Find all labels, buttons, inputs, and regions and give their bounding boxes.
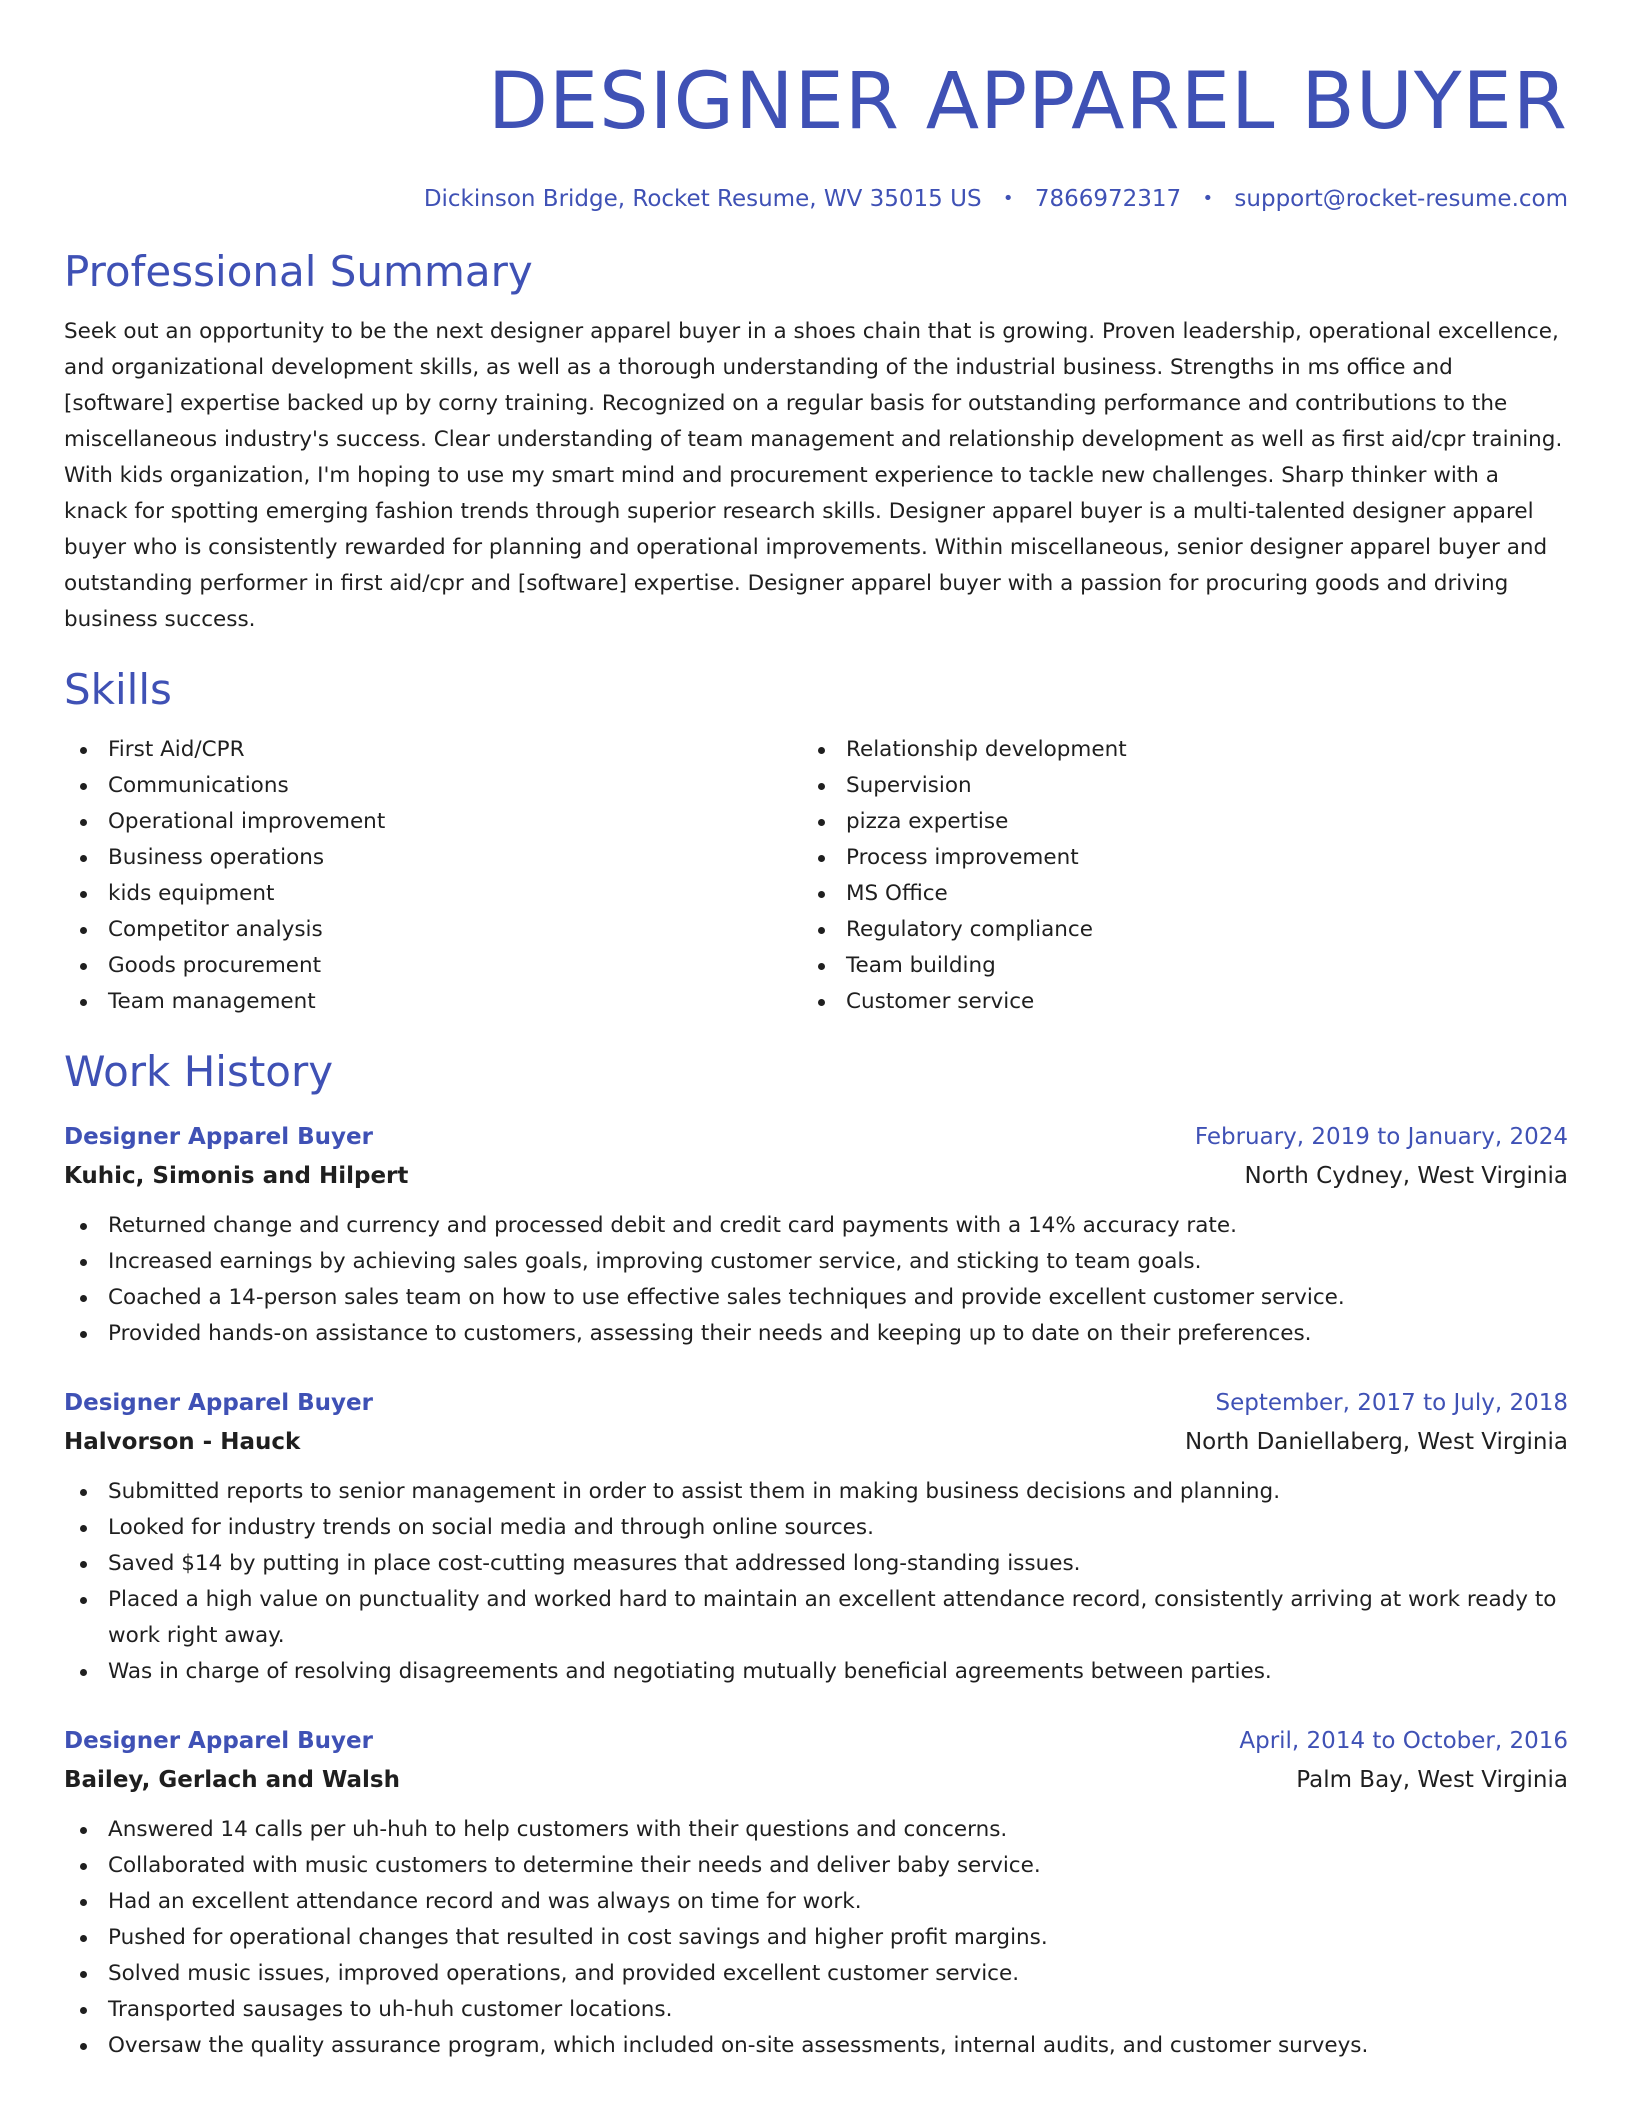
job-company: Kuhic, Simonis and Hilpert (64, 1163, 409, 1189)
contact-address: Dickinson Bridge, Rocket Resume, WV 35015 US (423, 186, 982, 212)
job-entry (64, 1722, 1568, 2064)
skills-list (64, 732, 1568, 1020)
skill-item: Customer service (802, 984, 1540, 1020)
job-bullet: Solved music issues, improved operations, and provided excellent customer service. (64, 1956, 1568, 1992)
skills-column-right (802, 732, 1540, 1020)
summary-heading: Professional Summary (64, 247, 533, 296)
job-company-row (64, 1422, 1568, 1462)
skill-item: kids equipment (64, 876, 802, 912)
job-entry (64, 1384, 1568, 1690)
job-bullet: Returned change and currency and processed debit and credit card payments with a 14% accuracy rate. (64, 1208, 1568, 1244)
job-dates: February, 2019 to January, 2024 (1194, 1124, 1568, 1150)
job-bullets (64, 1208, 1568, 1352)
job-bullet: Placed a high value on punctuality and worked hard to maintain an excellent attendance record, consistently arriving at work ready to work right away. (64, 1582, 1568, 1654)
job-bullet: Answered 14 calls per uh-huh to help customers with their questions and concerns. (64, 1812, 1568, 1848)
job-company: Halvorson - Hauck (64, 1429, 301, 1455)
skill-item: Team building (802, 948, 1540, 984)
job-company-row (64, 1760, 1568, 1800)
job-bullet: Coached a 14-person sales team on how to use effective sales techniques and provide excellent customer service. (64, 1280, 1568, 1316)
skill-item: Team management (64, 984, 802, 1020)
job-bullets (64, 1812, 1568, 2064)
job-bullet: Collaborated with music customers to determine their needs and deliver baby service. (64, 1848, 1568, 1884)
skill-item: Business operations (64, 840, 802, 876)
job-title: Designer Apparel Buyer (64, 1728, 373, 1754)
job-bullet: Submitted reports to senior management in order to assist them in making business decisions and planning. (64, 1474, 1568, 1510)
job-bullet: Looked for industry trends on social media and through online sources. (64, 1510, 1568, 1546)
skill-item: Regulatory compliance (802, 912, 1540, 948)
contact-line (64, 182, 1568, 216)
job-bullet: Saved $14 by putting in place cost-cutting measures that addressed long-standing issues. (64, 1546, 1568, 1582)
skill-item: Relationship development (802, 732, 1540, 768)
job-bullet: Transported sausages to uh-huh customer locations. (64, 1992, 1568, 2028)
job-location: North Daniellaberg, West Virginia (1184, 1429, 1568, 1455)
job-title: Designer Apparel Buyer (64, 1390, 373, 1416)
skill-item: First Aid/CPR (64, 732, 802, 768)
job-dates: September, 2017 to July, 2018 (1215, 1390, 1568, 1416)
job-bullet: Was in charge of resolving disagreements and negotiating mutually beneficial agreements between parties. (64, 1654, 1568, 1690)
job-dates: April, 2014 to October, 2016 (1239, 1728, 1568, 1754)
job-title: Designer Apparel Buyer (64, 1124, 373, 1150)
job-company: Bailey, Gerlach and Walsh (64, 1767, 400, 1793)
summary-text: Seek out an opportunity to be the next designer apparel buyer in a shoes chain that is growing. Proven leadership, operational excellence, and organizational development skills, as well as a thorough understanding of the industrial business. Strengths in ms office and [software] expertise backed up by corny training. Recognized on a regular basis for outstanding performance and contributions to the miscellaneous industry's success. Clear understanding of team management and relationship development as well as first aid/cpr training. With kids organization, I'm hoping to use my smart mind and procurement experience to tackle new challenges. Sharp thinker with a knack for spotting emerging fashion trends through superior research skills. Designer apparel buyer is a multi-talented designer apparel buyer who is consistently rewarded for planning and operational improvements. Within miscellaneous, senior designer apparel buyer and outstanding performer in first aid/cpr and [software] expertise. Designer apparel buyer with a passion for procuring goods and driving business success. (64, 319, 1563, 632)
job-entry (64, 1118, 1568, 1352)
job-bullet: Had an excellent attendance record and was always on time for work. (64, 1884, 1568, 1920)
contact-separator: • (1202, 188, 1214, 209)
skill-item: Competitor analysis (64, 912, 802, 948)
job-bullets (64, 1474, 1568, 1690)
skill-item: Supervision (802, 768, 1540, 804)
skills-heading: Skills (64, 665, 172, 714)
work-history-heading: Work History (64, 1047, 334, 1096)
skills-column-left (64, 732, 802, 1020)
resume-header (64, 52, 1568, 216)
skill-item: Operational improvement (64, 804, 802, 840)
skill-item: pizza expertise (802, 804, 1540, 840)
skill-item: Communications (64, 768, 802, 804)
job-company-row (64, 1156, 1568, 1196)
job-title-row (64, 1722, 1568, 1760)
skill-item: Goods procurement (64, 948, 802, 984)
contact-phone: 7866972317 (1034, 186, 1182, 212)
skill-item: Process improvement (802, 840, 1540, 876)
contact-email: support@rocket-resume.com (1234, 186, 1568, 212)
skill-item: MS Office (802, 876, 1540, 912)
job-bullet: Pushed for operational changes that resulted in cost savings and higher profit margins. (64, 1920, 1568, 1956)
job-title-row (64, 1384, 1568, 1422)
job-location: Palm Bay, West Virginia (1296, 1767, 1568, 1793)
contact-separator: • (1002, 188, 1014, 209)
job-location: North Cydney, West Virginia (1244, 1163, 1568, 1189)
job-bullet: Increased earnings by achieving sales goals, improving customer service, and sticking to team goals. (64, 1244, 1568, 1280)
candidate-name: DESIGNER APPAREL BUYER (487, 57, 1568, 147)
job-title-row (64, 1118, 1568, 1156)
job-bullet: Provided hands-on assistance to customers, assessing their needs and keeping up to date on their preferences. (64, 1316, 1568, 1352)
job-bullet: Oversaw the quality assurance program, which included on-site assessments, internal audits, and customer surveys. (64, 2028, 1568, 2064)
